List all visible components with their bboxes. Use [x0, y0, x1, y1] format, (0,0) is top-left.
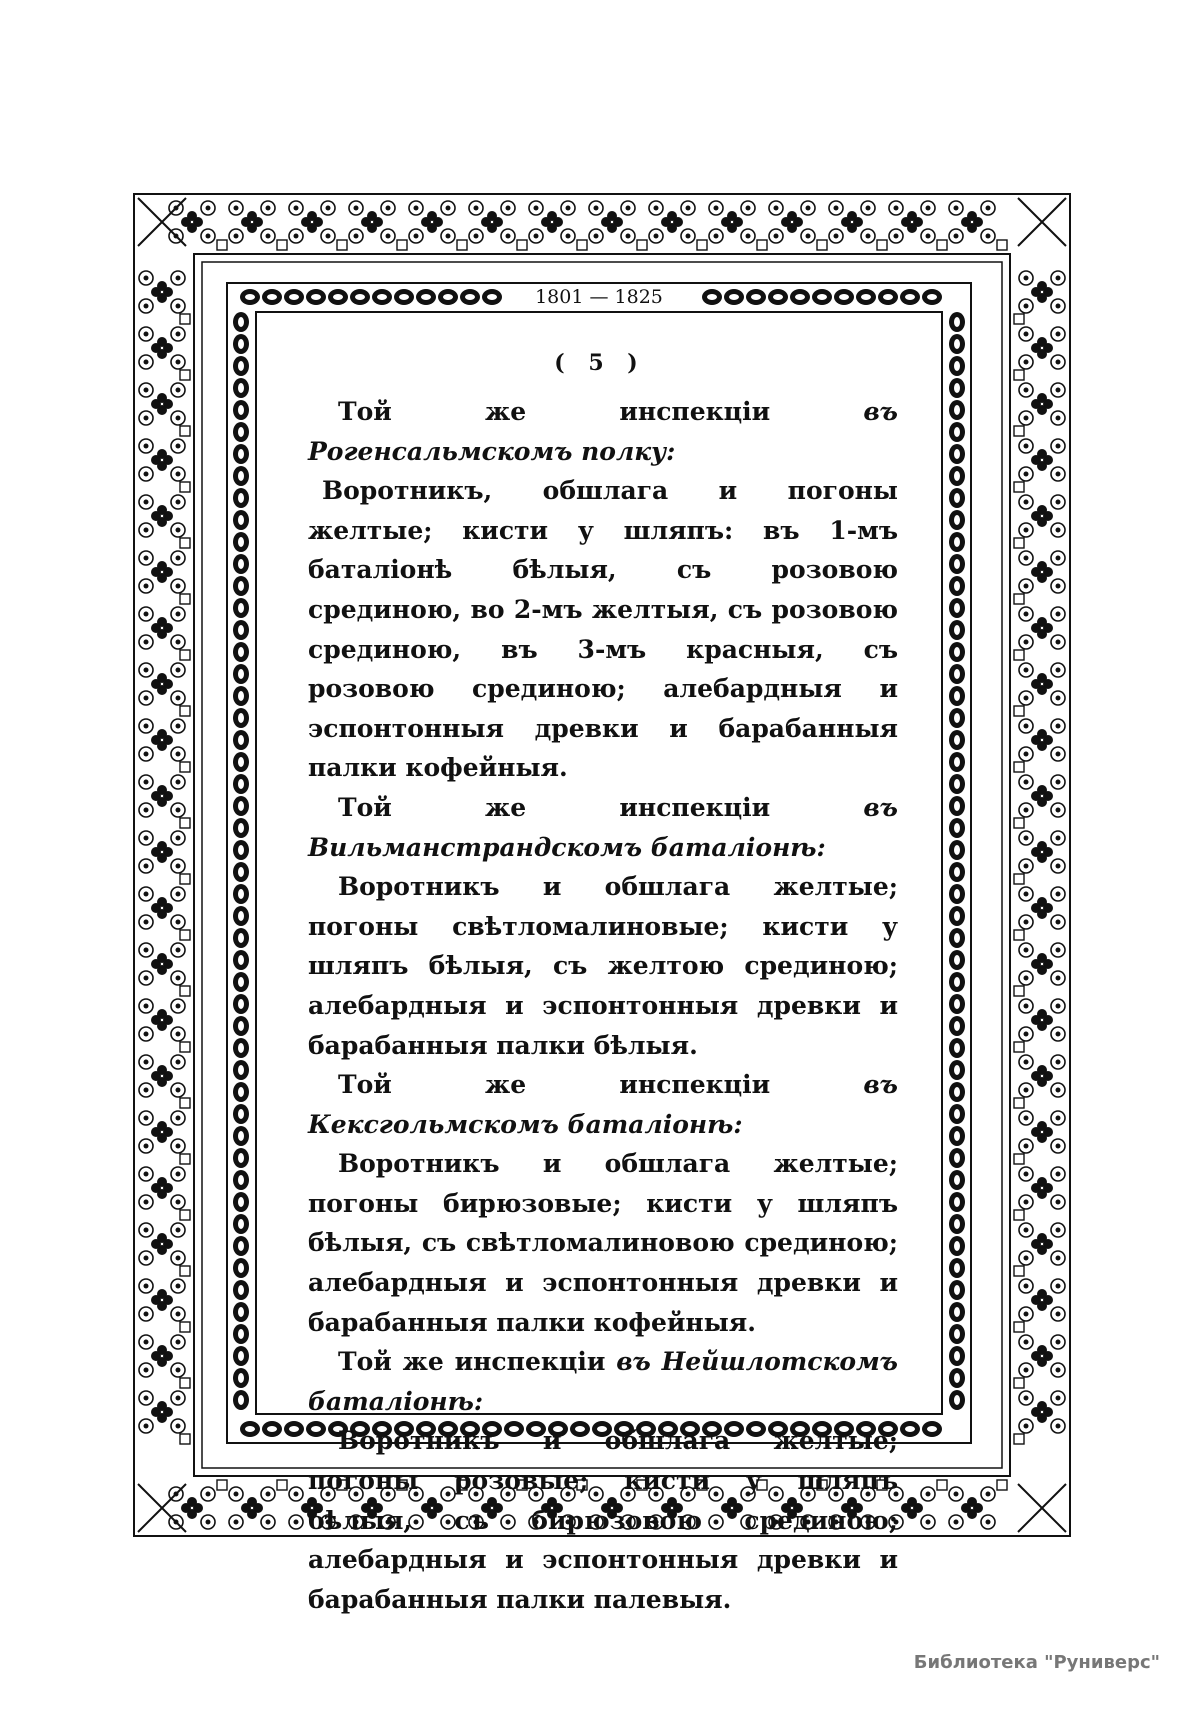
ornament-square: [1014, 874, 1024, 884]
section-text: Воротникъ и обшлага желтые; погоны свѣтломалиновые; кисти у шляпъ бѣлыя, съ желтою срединою; алебардныя и эспонтонныя древки и барабанныя палки бѣлыя.: [308, 872, 898, 1060]
ornament-motif: [769, 201, 815, 243]
ornament-square: [1014, 1266, 1024, 1276]
ornament-square: [1014, 1378, 1024, 1388]
ornament-square: [697, 240, 707, 250]
ornament-motif: [709, 201, 755, 243]
ornament-square: [180, 314, 190, 324]
ornament-square: [397, 240, 407, 250]
ornament-motif: [139, 887, 185, 929]
ornament-square: [180, 1266, 190, 1276]
ornament-square: [337, 240, 347, 250]
ornament-motif: [139, 1335, 185, 1377]
ornament-square: [217, 1480, 227, 1490]
ornament-motif: [139, 271, 185, 313]
ornament-motif: [139, 1167, 185, 1209]
ornament-motif: [139, 1223, 185, 1265]
ornament-square: [877, 240, 887, 250]
ornament-square: [180, 818, 190, 828]
ornament-motif: [139, 1111, 185, 1153]
ornament-square: [1014, 538, 1024, 548]
ornament-motif: [229, 1487, 275, 1529]
section-text: Воротникъ, обшлага и погоны желтые; кисти у шляпъ: въ 1-мъ баталіонѣ бѣлыя, съ розовою срединою, во 2-мъ желтыя, съ розовою срединою, въ 3-мъ красныя, съ розовою срединою; алебардныя и эспонтонныя древки и барабанныя палки кофейныя.: [308, 476, 898, 783]
ornament-square: [180, 538, 190, 548]
section-heading: Той же инспекціи въ Вильманстрандскомъ баталіонѣ:: [308, 792, 898, 862]
ornament-motif: [139, 999, 185, 1041]
ornament-square: [180, 650, 190, 660]
ornament-motif: [1019, 719, 1065, 761]
ornament-square: [1014, 370, 1024, 380]
section-heading: Той же инспекціи въ Кексгольмскомъ баталіонѣ:: [308, 1070, 898, 1139]
ornament-motif: [1019, 1279, 1065, 1321]
ornament-motif: [1019, 271, 1065, 313]
ornament-motif: [139, 943, 185, 985]
ornament-square: [1014, 482, 1024, 492]
ornament-square: [180, 1098, 190, 1108]
ornament-motif: [139, 1391, 185, 1433]
section-text: Воротникъ и обшлага желтые; погоны розовые; кисти у шляпъ бѣлыя, съ бирюзовою срединою; алебардныя и эспонтонныя древки и барабанныя палки палевыя.: [308, 1426, 898, 1614]
ornament-motif: [409, 201, 455, 243]
ornament-square: [457, 240, 467, 250]
ornament-square: [180, 930, 190, 940]
ornament-square: [1014, 1322, 1024, 1332]
ornament-square: [817, 240, 827, 250]
ornament-motif: [1019, 831, 1065, 873]
ornament-square: [180, 874, 190, 884]
ornament-motif: [1019, 663, 1065, 705]
ornament-motif: [139, 327, 185, 369]
ornament-motif: [1019, 1335, 1065, 1377]
ornament-square: [180, 1042, 190, 1052]
ornament-square: [180, 706, 190, 716]
ornament-motif: [1019, 607, 1065, 649]
ornament-square: [180, 426, 190, 436]
ornament-motif: [889, 201, 935, 243]
ornament-square: [1014, 594, 1024, 604]
ornament-motif: [139, 775, 185, 817]
ornament-motif: [1019, 551, 1065, 593]
ornament-square: [1014, 1098, 1024, 1108]
ornament-motif: [139, 495, 185, 537]
ornament-square: [277, 240, 287, 250]
ornament-square: [1014, 1154, 1024, 1164]
ornament-motif: [139, 1279, 185, 1321]
page-number: ( 5 ): [554, 350, 646, 376]
ornament-motif: [1019, 383, 1065, 425]
ornament-square: [180, 986, 190, 996]
ornament-square: [937, 240, 947, 250]
ornament-motif: [1019, 1223, 1065, 1265]
ornament-square: [1014, 650, 1024, 660]
ornament-motif: [1019, 439, 1065, 481]
ornament-square: [517, 240, 527, 250]
ornament-motif: [139, 551, 185, 593]
ornament-square: [180, 1154, 190, 1164]
ornament-motif: [139, 383, 185, 425]
ornament-motif: [1019, 327, 1065, 369]
ornament-motif: [1019, 1055, 1065, 1097]
ornament-motif: [139, 1055, 185, 1097]
ornament-square: [757, 240, 767, 250]
ornament-motif: [589, 201, 635, 243]
unit-name: въ Рогенсальмскомъ полку:: [308, 397, 898, 466]
year-label: 1801 — 1825: [516, 284, 682, 310]
ornament-motif: [1019, 943, 1065, 985]
ornament-square: [937, 1480, 947, 1490]
ornament-square: [180, 1322, 190, 1332]
library-watermark: Библиотека "Руниверс": [913, 1652, 1160, 1673]
ornament-motif: [1019, 775, 1065, 817]
ornament-square: [997, 240, 1007, 250]
ornament-motif: [529, 201, 575, 243]
ornament-motif: [1019, 887, 1065, 929]
ornament-square: [1014, 314, 1024, 324]
ornament-motif: [469, 201, 515, 243]
ornament-square: [217, 240, 227, 250]
ornament-square: [1014, 818, 1024, 828]
ornament-motif: [949, 201, 995, 243]
ornament-square: [1014, 1042, 1024, 1052]
section-text: Воротникъ и обшлага желтые; погоны бирюзовые; кисти у шляпъ бѣлыя, съ свѣтломалиновою срединою; алебардныя и эспонтонныя древки и барабанныя палки кофейныя.: [308, 1149, 898, 1337]
ornament-motif: [229, 201, 275, 243]
section-heading: Той же инспекціи въ Рогенсальмскомъ полку:: [308, 397, 898, 466]
ornament-square: [637, 240, 647, 250]
ornament-square: [1014, 1434, 1024, 1444]
ornament-motif: [829, 201, 875, 243]
ornament-square: [180, 1210, 190, 1220]
ornament-motif: [289, 201, 335, 243]
text-block: [308, 392, 898, 1619]
ornament-square: [180, 762, 190, 772]
unit-name: въ Нейшлотскомъ баталіонѣ:: [308, 1347, 898, 1416]
ornament-motif: [1019, 1167, 1065, 1209]
ornament-motif: [139, 831, 185, 873]
ornament-square: [180, 482, 190, 492]
ornament-square: [180, 1434, 190, 1444]
ornament-motif: [1019, 999, 1065, 1041]
ornament-motif: [1019, 1391, 1065, 1433]
ornament-motif: [139, 719, 185, 761]
ornament-motif: [139, 607, 185, 649]
ornament-motif: [1019, 495, 1065, 537]
ornament-square: [180, 1378, 190, 1388]
ornament-square: [1014, 762, 1024, 772]
ornament-motif: [139, 439, 185, 481]
ornament-square: [1014, 426, 1024, 436]
ornament-square: [577, 240, 587, 250]
ornament-square: [1014, 930, 1024, 940]
unit-name: въ Вильманстрандскомъ баталіонѣ:: [308, 792, 898, 862]
ornament-motif: [139, 663, 185, 705]
ornament-square: [180, 594, 190, 604]
ornament-square: [1014, 706, 1024, 716]
ornament-square: [997, 1480, 1007, 1490]
ornament-motif: [949, 1487, 995, 1529]
ornament-square: [1014, 986, 1024, 996]
section-heading: Той же инспекціи въ Нейшлотскомъ баталіонѣ:: [308, 1347, 898, 1416]
ornament-square: [180, 370, 190, 380]
ornament-motif: [649, 201, 695, 243]
ornament-square: [1014, 1210, 1024, 1220]
unit-name: въ Кексгольмскомъ баталіонѣ:: [308, 1070, 898, 1139]
ornament-motif: [1019, 1111, 1065, 1153]
ornament-motif: [349, 201, 395, 243]
ornament-square: [277, 1480, 287, 1490]
year-band: [226, 282, 972, 312]
